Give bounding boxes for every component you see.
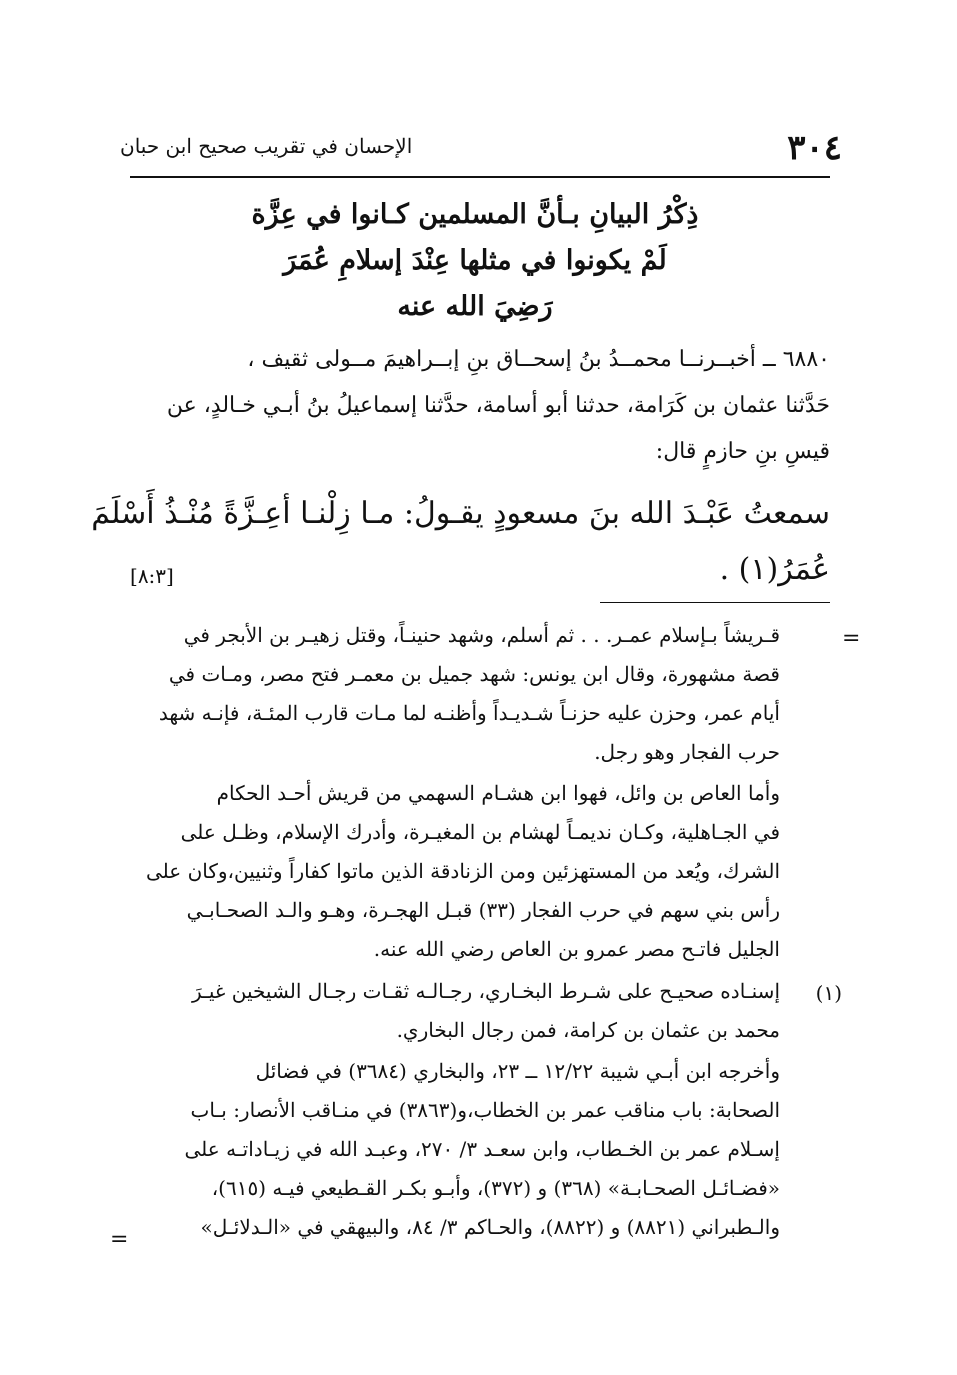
chapter-title-line: ذِكْرُ البيانِ بـأنَّ المسلمين كـانوا في عِزَّة (251, 199, 699, 230)
hadith-chain (130, 337, 830, 475)
footnote-line: إسنـاده صحيـح على شـرط البخـاري، رجـالـه ثقـات رجـال الشيخين غيـرَ (192, 979, 780, 1003)
end-continuation-mark: = (110, 1227, 129, 1252)
hadith-chain-line: قيسِ بنِ حازمٍ قال: (655, 439, 830, 464)
footnote-line: الشرك، ويُعد من المستهزئين ومن الزنادقة الذين ماتوا كفاراً وثنيين،وكان على (146, 859, 780, 883)
header-rule (130, 176, 830, 178)
footnote-second-paragraph (130, 774, 780, 969)
hadith-reference: [٨:٣] (130, 564, 174, 588)
footnote-number: (١) (815, 981, 842, 1005)
footnote-line: الصحابة: باب مناقب عمر بن الخطاب،و(٣٨٦٣) في منـاقب الأنصار: بـاب (190, 1098, 780, 1122)
chapter-title-line: رَضِيَ الله عنه (397, 291, 553, 322)
hadith-chain-line: حَدَّثنا عثمان بن كَرَامة، حدثنا أبو أسامة، حدَّثنا إسماعيلُ بنُ أبـي خـالدٍ، عن (166, 393, 830, 418)
footnote-line: وأما العاص بن وائل، فهوا ابن هشـام السهمي من قريش أحـد الحكام (216, 781, 780, 805)
footnote-line: الجليل فاتـح مصر عمرو بن العاص رضي الله عنه. (373, 937, 780, 961)
footnote-separator (600, 602, 830, 603)
hadith-chain-line: ٦٨٨٠ ــ أخبــرنــا محمــدُ بنُ إسحــاق بنِ إبــراهيمَ مــولى ثقيف ، (247, 347, 830, 372)
footnote-line: «فضـائـل الصحـابـة» (٣٦٨) و (٣٧٢)، وأبـو بكـر القـطيعي فيـه (٦١٥)، (211, 1176, 780, 1200)
chapter-title-line: لَمْ يكونوا في مثلها عِنْدَ إسلامِ عُمَرَ (283, 245, 667, 276)
footnote-line: والـطبراني (٨٨٢١) و (٨٨٢٢)، والحـاكم ٣/ ٨٤، والبيهقي في «الـدلائـل» (200, 1215, 780, 1239)
page-number: ٣٠٤ (787, 128, 842, 168)
footnote-line: محمد بن عثمان بن كرامة، فمن رجال البخاري. (396, 1018, 780, 1042)
footnote-line: إسـلام عمر بن الخـطاب، وابن سعـد ٣/ ٢٧٠، وعبـد الله في زيـاداتـه على (184, 1137, 780, 1161)
footnote-line: حرب الفجار وهو رجل. (594, 740, 780, 764)
chapter-title (180, 192, 770, 330)
footnote-line: رأس بني سهم في حرب الفجار (٣٣) قبـل الهجـرة، وهـو والـد الصحـابـي (186, 898, 780, 922)
footnote-line: قصة مشهورة، وقال ابن يونس: شهد جميل بن معمـر فتح مصر، ومـات في (168, 662, 780, 686)
hadith-text-line: عُمَرُ(١) . (719, 552, 830, 587)
running-head: الإحسان في تقريب صحيح ابن حبان (120, 134, 413, 158)
footnote-line: وأخرجه ابن أبـي شيبة ١٢/٢٢ ــ ٢٣، والبخاري (٣٦٨٤) في فضائل (255, 1059, 780, 1083)
footnote-one-continued (130, 1052, 780, 1247)
footnote-line: أيام عمر، وحزن عليه حزنـاً شـديـداً وأظنـه لما مـات قارب المئـة، فإنـه شهد (158, 701, 780, 725)
footnote-continued-paragraph (130, 616, 780, 772)
footnote-line: قـريشاً بـإسلام عمـر. . . ثم أسلم، وشهد حنينـاً، وقتل زهيـر بن الأبجر في (183, 623, 780, 647)
continuation-mark: = (842, 626, 861, 651)
footnote-one (130, 972, 780, 1050)
footnote-line: في الجـاهلية، وكـان نديمـاً لهشام بن المغيـرة، وأدرك الإسلام، وظـل على (180, 820, 780, 844)
hadith-text-line: سمعتُ عَبْـدَ الله بنَ مسعودٍ يقـولُ: مـا زِلْنـا أعِـزَّةً مُنْـذُ أَسْلَمَ (91, 496, 830, 531)
